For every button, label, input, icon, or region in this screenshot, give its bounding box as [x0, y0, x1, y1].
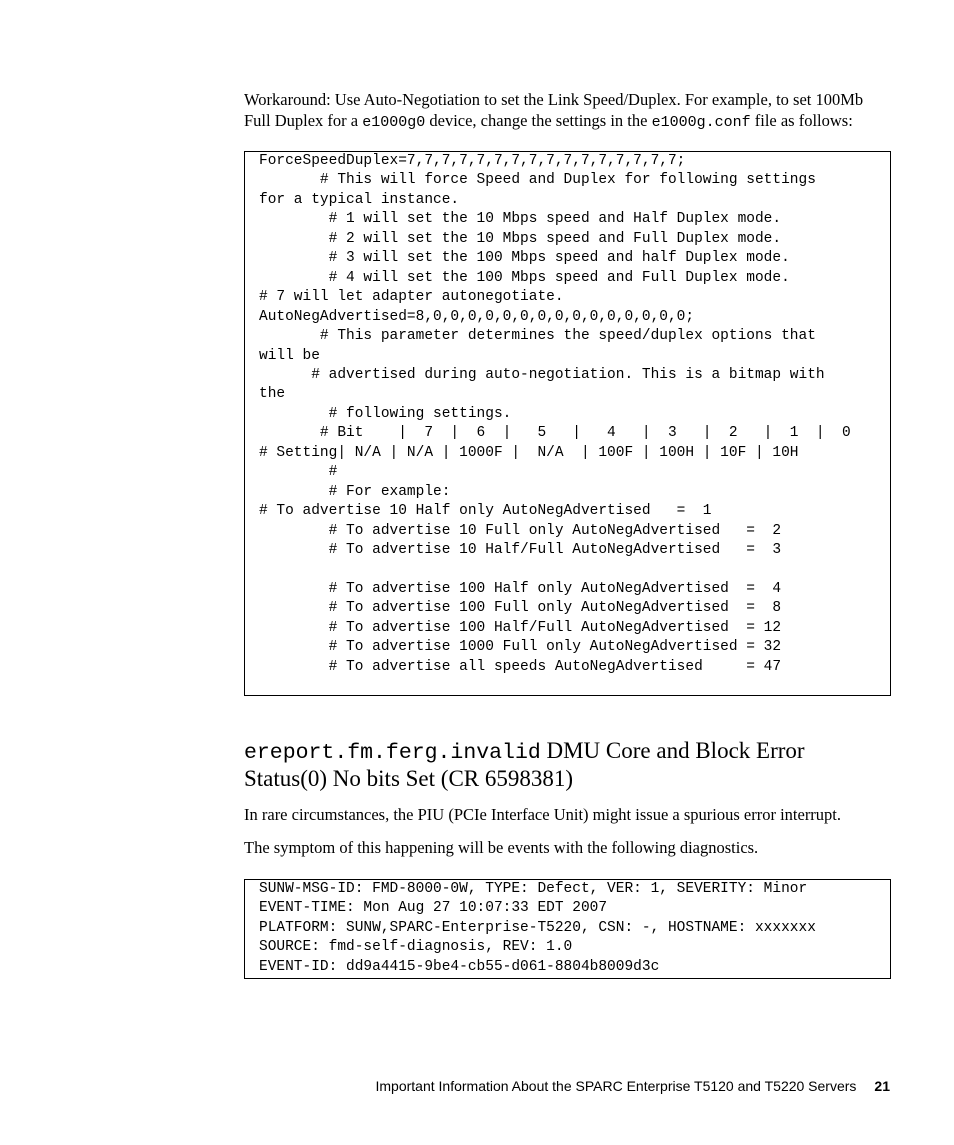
workaround-text-3: file as follows: [750, 111, 853, 130]
section-heading-text: DMU Core and Block Error Status(0) No bits Set (CR 6598381) [244, 738, 805, 791]
page-footer [375, 1078, 890, 1094]
page-number: 21 [874, 1078, 890, 1094]
spurious-interrupt-paragraph: In rare circumstances, the PIU (PCIe Interface Unit) might issue a spurious error interrupt. [244, 805, 842, 824]
device-name-code: e1000g0 [362, 114, 426, 131]
workaround-text-1: Workaround: Use Auto-Negotiation to set the Link Speed/Duplex. For example, to set 100Mb Full Duplex for a [244, 90, 864, 130]
workaround-text-2: device, change the settings in the [425, 111, 652, 130]
conf-file-code: e1000g.conf [651, 114, 751, 131]
page-content [244, 89, 890, 979]
config-code-block: ForceSpeedDuplex=7,7,7,7,7,7,7,7,7,7,7,7,7,7,7,7; # This will force Speed and Duplex for following settings for a typical instance. # 1 will set the 10 Mbps speed and Half Duplex mode. # 2 will set the 10 Mbps speed and Full Duplex mode. # 3 will set the 100 Mbps speed and half Duplex mode. # 4 will set the 100 Mbps speed and Full Duplex mode. # 7 will let adapter autonegotiate. AutoNegAdvertised=8,0,0,0,0,0,0,0,0,0,0,0,0,0,0,0; # This parameter determines the speed/duplex options that will be # advertised during auto-negotiation. This is a bitmap with the # following settings. # Bit | 7 | 6 | 5 | 4 | 3 | 2 | 1 | 0 # Setting| N/A | N/A | 1000F | N/A | 100F | 100H | 10F | 10H # # For example: # To advertise 10 Half only AutoNegAdvertised = 1 # To advertise 10 Full only AutoNegAdvertised = 2 # To advertise 10 Half/Full AutoNegAdvertised = 3 # To advertise 100 Half only AutoNegAdvertised = 4 # To advertise 100 Full only AutoNegAdvertised = 8 # To advertise 100 Half/Full AutoNegAdvertised = 12 # To advertise 1000 Full only AutoNegAdvertised = 32 # To advertise all speeds AutoNegAdvertised = 47 [244, 151, 891, 696]
footer-title: Important Information About the SPARC Enterprise T5120 and T5220 Servers [375, 1078, 857, 1094]
symptom-paragraph: The symptom of this happening will be events with the following diagnostics. [244, 838, 759, 857]
section-heading [244, 738, 890, 792]
section-heading-code: ereport.fm.ferg.invalid [244, 741, 541, 765]
workaround-paragraph [244, 89, 890, 133]
diagnostics-code-block: SUNW-MSG-ID: FMD-8000-0W, TYPE: Defect, VER: 1, SEVERITY: Minor EVENT-TIME: Mon Aug 27 10:07:33 EDT 2007 PLATFORM: SUNW,SPARC-Enterprise-T5220, CSN: -, HOSTNAME: xxxxxxx SOURCE: fmd-self-diagnosis, REV: 1.0 EVENT-ID: dd9a4415-9be4-cb55-d061-8804b8009d3c [244, 879, 891, 979]
